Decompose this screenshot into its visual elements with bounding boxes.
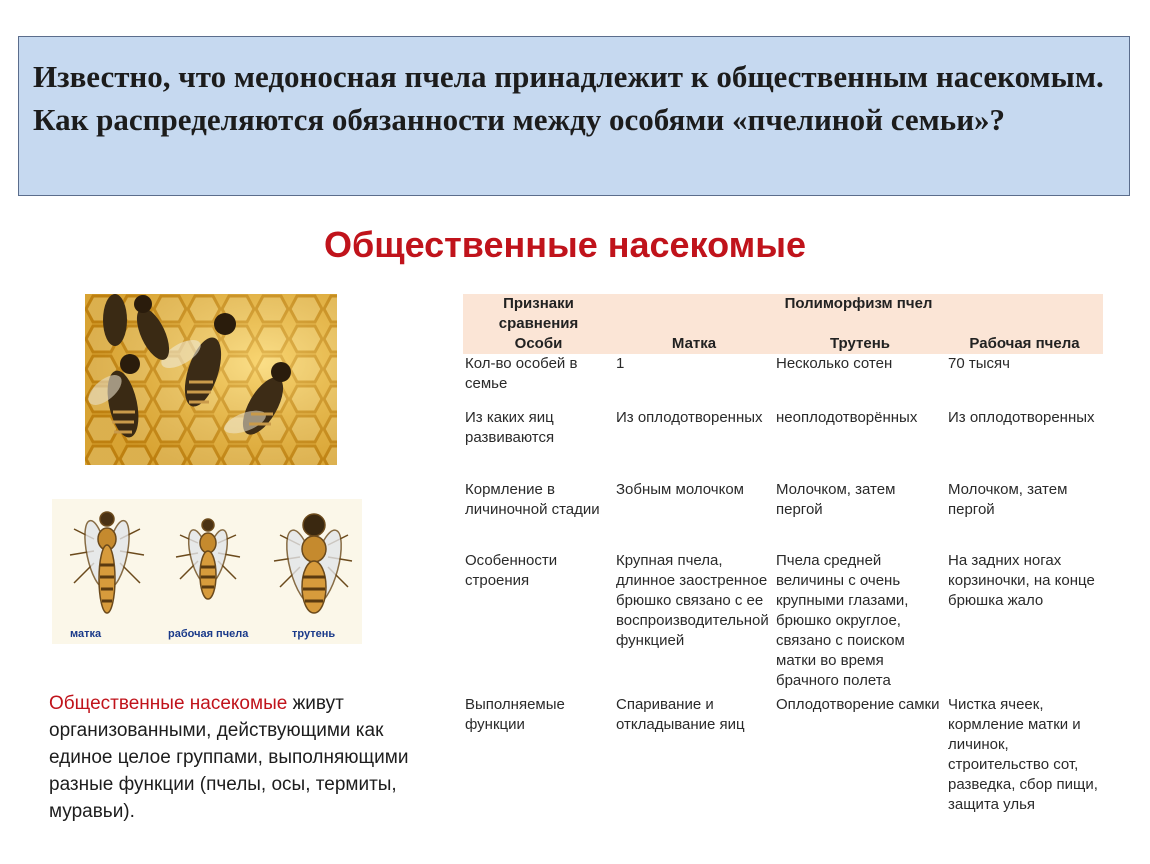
table-cell: Спаривание и откладывание яиц <box>616 696 745 733</box>
table-cell: Молочком, затем пергой <box>776 481 896 518</box>
table-header-row-2 <box>463 334 1103 354</box>
table-cell: Оплодотворение самки <box>776 696 940 713</box>
column-header: Трутень <box>774 334 946 354</box>
table-cell: Крупная пчела, длинное заостренное брюшко связано с ее воспроизводительной функцией <box>616 552 769 649</box>
caption <box>49 690 409 825</box>
table-row <box>463 408 1103 480</box>
row-label: Из каких яиц развиваются <box>465 409 555 446</box>
question-box <box>18 36 1130 196</box>
table-row <box>463 551 1103 695</box>
group-header: Полиморфизм пчел <box>614 294 1103 334</box>
bee-5 <box>103 294 127 346</box>
bee-polymorphism-table <box>463 294 1103 815</box>
caption-highlight: Общественные насекомые <box>49 693 288 714</box>
table-cell: Из оплодотворенных <box>616 409 763 426</box>
table-row <box>463 480 1103 551</box>
row-label: Выполняемые функции <box>465 696 565 733</box>
row-label: Кол-во особей в семье <box>465 355 578 392</box>
queen-drawing <box>70 512 144 613</box>
table-cell: Зобным молочком <box>616 481 744 498</box>
table-row <box>463 695 1103 815</box>
label-drone: трутень <box>292 628 336 640</box>
corner-header-top: Признаки сравнения <box>463 294 614 334</box>
row-label: Особенности строения <box>465 552 558 589</box>
label-queen: матка <box>70 628 102 640</box>
table-cell: неоплодотворённых <box>776 409 918 426</box>
column-header: Матка <box>614 334 774 354</box>
table-cell: 70 тысяч <box>948 355 1010 372</box>
label-worker: рабочая пчела <box>168 628 249 640</box>
drone-drawing <box>274 514 352 613</box>
row-label: Кормление в личиночной стадии <box>465 481 600 518</box>
question-text: Известно, что медоносная пчела принадлежит к общественным насекомым. Как распределяются обязанности между особями «пчелиной семьи»? <box>33 59 1104 137</box>
corner-header-bottom: Особи <box>463 334 614 354</box>
table-cell: Несколько сотен <box>776 355 893 372</box>
table-header-row-1 <box>463 294 1103 334</box>
table-cell: Из оплодотворенных <box>948 409 1095 426</box>
table-cell: На задних ногах корзиночки, на конце брюшка жало <box>948 552 1095 609</box>
table-cell: Пчела средней величины с очень крупными глазами, брюшко округлое, связано с поиском матки во время брачного полета <box>776 552 909 689</box>
table-cell: Чистка ячеек, кормление матки и личинок, строительство сот, разведка, сбор пищи, защита улья <box>948 696 1098 813</box>
table-cell: Молочком, затем пергой <box>948 481 1068 518</box>
column-header: Рабочая пчела <box>946 334 1103 354</box>
caption-text: живут организованными, действующими как единое целое группами, выполняющими разные функции (пчелы, осы, термиты, муравьи). <box>49 693 409 822</box>
honeycomb-bees-photo <box>85 294 337 465</box>
bee-castes-illustration <box>52 499 362 644</box>
table-cell: 1 <box>616 355 625 372</box>
slide-title: Общественные насекомые <box>323 224 806 265</box>
worker-drawing <box>176 519 240 599</box>
table-row <box>463 354 1103 408</box>
